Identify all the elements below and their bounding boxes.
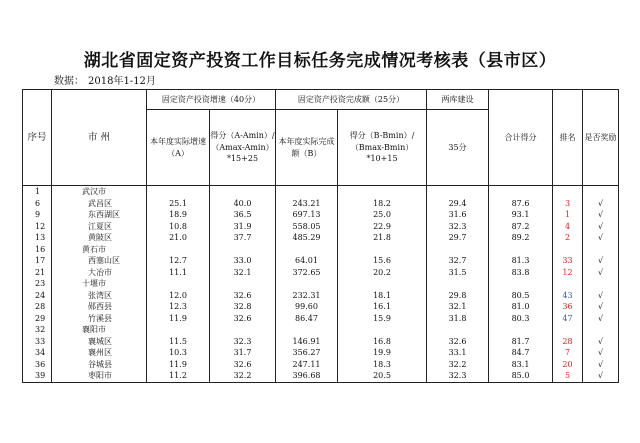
data-period — [54, 72, 160, 87]
cell-volume: 558.05 — [276, 221, 338, 233]
cell-seq: 23 — [23, 278, 52, 290]
cell-volume-score: 18.2 — [338, 198, 427, 210]
table-row — [23, 313, 619, 325]
cell-rank: 5 — [553, 370, 583, 382]
table-row-city — [23, 244, 619, 256]
cell-growth-score: 32.6 — [210, 313, 276, 325]
cell-volume-score: 18.3 — [338, 359, 427, 371]
cell-seq: 33 — [23, 336, 52, 348]
cell-reward: √ — [583, 290, 619, 302]
header-growth-actual: 本年度实际增速（A） — [147, 110, 210, 186]
cell-name: 竹溪县 — [52, 313, 147, 325]
cell-reward: √ — [583, 313, 619, 325]
cell-growth-score: 31.7 — [210, 347, 276, 359]
cell-growth-score: 32.6 — [210, 290, 276, 302]
cell-rank: 20 — [553, 359, 583, 371]
cell-volume — [276, 278, 338, 290]
cell-seq: 32 — [23, 324, 52, 336]
cell-warehouse: 32.7 — [427, 255, 489, 267]
cell-warehouse: 32.3 — [427, 221, 489, 233]
cell-name: 襄州区 — [52, 347, 147, 359]
cell-reward: √ — [583, 209, 619, 221]
table-row — [23, 255, 619, 267]
cell-name: 东西湖区 — [52, 209, 147, 221]
cell-growth: 11.9 — [147, 313, 210, 325]
cell-rank: 7 — [553, 347, 583, 359]
cell-name: 襄城区 — [52, 336, 147, 348]
cell-reward — [583, 244, 619, 256]
cell-name: 十堰市 — [52, 278, 147, 290]
cell-growth-score — [210, 278, 276, 290]
cell-volume-score — [338, 278, 427, 290]
cell-reward: √ — [583, 232, 619, 244]
cell-volume-score: 25.0 — [338, 209, 427, 221]
table-row — [23, 336, 619, 348]
cell-growth — [147, 186, 210, 198]
cell-rank: 36 — [553, 301, 583, 313]
cell-warehouse: 32.2 — [427, 359, 489, 371]
cell-warehouse: 29.4 — [427, 198, 489, 210]
cell-total: 83.8 — [489, 267, 553, 279]
cell-rank: 4 — [553, 221, 583, 233]
cell-reward: √ — [583, 370, 619, 382]
cell-rank: 33 — [553, 255, 583, 267]
cell-volume: 485.29 — [276, 232, 338, 244]
cell-warehouse: 31.6 — [427, 209, 489, 221]
cell-growth-score: 32.8 — [210, 301, 276, 313]
cell-total: 80.3 — [489, 313, 553, 325]
cell-growth: 25.1 — [147, 198, 210, 210]
cell-growth — [147, 278, 210, 290]
cell-seq: 21 — [23, 267, 52, 279]
cell-growth-score: 33.0 — [210, 255, 276, 267]
cell-warehouse: 29.8 — [427, 290, 489, 302]
cell-name: 郧西县 — [52, 301, 147, 313]
cell-rank — [553, 244, 583, 256]
cell-volume-score: 16.8 — [338, 336, 427, 348]
cell-growth: 18.9 — [147, 209, 210, 221]
cell-volume: 697.13 — [276, 209, 338, 221]
table-row-city — [23, 186, 619, 198]
cell-seq: 29 — [23, 313, 52, 325]
cell-total: 84.7 — [489, 347, 553, 359]
table-row — [23, 232, 619, 244]
cell-volume — [276, 186, 338, 198]
cell-growth: 11.2 — [147, 370, 210, 382]
cell-name: 襄阳市 — [52, 324, 147, 336]
cell-name: 黄石市 — [52, 244, 147, 256]
table-row — [23, 198, 619, 210]
cell-rank: 47 — [553, 313, 583, 325]
table-row — [23, 359, 619, 371]
cell-warehouse: 29.7 — [427, 232, 489, 244]
cell-seq: 24 — [23, 290, 52, 302]
cell-warehouse: 32.3 — [427, 370, 489, 382]
table-row — [23, 370, 619, 382]
cell-seq: 28 — [23, 301, 52, 313]
page-title: 湖北省固定资产投资工作目标任务完成情况考核表（县市区） — [83, 51, 557, 71]
cell-name: 西塞山区 — [52, 255, 147, 267]
cell-total: 81.0 — [489, 301, 553, 313]
cell-warehouse: 32.1 — [427, 301, 489, 313]
cell-growth: 12.0 — [147, 290, 210, 302]
cell-rank: 2 — [553, 232, 583, 244]
cell-total: 87.6 — [489, 198, 553, 210]
header-volume-score: 得分（B-Bmin）/（Bmax-Bmin）*10+15 — [338, 110, 427, 186]
cell-reward: √ — [583, 267, 619, 279]
cell-total — [489, 186, 553, 198]
cell-growth — [147, 324, 210, 336]
cell-rank — [553, 278, 583, 290]
cell-warehouse: 31.5 — [427, 267, 489, 279]
cell-volume-score: 21.8 — [338, 232, 427, 244]
cell-warehouse: 33.1 — [427, 347, 489, 359]
cell-rank: 12 — [553, 267, 583, 279]
cell-growth: 10.8 — [147, 221, 210, 233]
cell-growth-score — [210, 186, 276, 198]
table-row-city — [23, 324, 619, 336]
cell-growth-score: 40.0 — [210, 198, 276, 210]
cell-volume-score: 20.5 — [338, 370, 427, 382]
cell-volume: 86.47 — [276, 313, 338, 325]
cell-warehouse — [427, 244, 489, 256]
header-rank: 排名 — [553, 90, 583, 186]
cell-seq: 12 — [23, 221, 52, 233]
cell-growth-score: 32.2 — [210, 370, 276, 382]
header-growth-score: 得分（A-Amin）/（Amax-Amin）*15+25 — [210, 110, 276, 186]
cell-seq: 36 — [23, 359, 52, 371]
cell-total — [489, 244, 553, 256]
header-reward: 是否奖励 — [583, 90, 619, 186]
cell-rank: 43 — [553, 290, 583, 302]
cell-name: 武昌区 — [52, 198, 147, 210]
cell-name: 枣阳市 — [52, 370, 147, 382]
cell-growth — [147, 244, 210, 256]
cell-volume: 396.68 — [276, 370, 338, 382]
cell-seq: 1 — [23, 186, 52, 198]
cell-name: 张湾区 — [52, 290, 147, 302]
cell-reward: √ — [583, 255, 619, 267]
period-label: 数据： — [54, 76, 84, 87]
period-value: 2018年1-12月 — [88, 76, 156, 87]
cell-reward: √ — [583, 301, 619, 313]
cell-growth-score: 32.3 — [210, 336, 276, 348]
cell-growth-score — [210, 244, 276, 256]
table-row — [23, 347, 619, 359]
cell-seq: 16 — [23, 244, 52, 256]
cell-volume-score — [338, 324, 427, 336]
cell-seq: 34 — [23, 347, 52, 359]
cell-volume: 243.21 — [276, 198, 338, 210]
cell-volume-score: 22.9 — [338, 221, 427, 233]
cell-volume-score: 20.2 — [338, 267, 427, 279]
cell-volume: 146.91 — [276, 336, 338, 348]
cell-volume: 372.65 — [276, 267, 338, 279]
cell-total — [489, 324, 553, 336]
cell-total: 81.3 — [489, 255, 553, 267]
cell-growth-score: 31.9 — [210, 221, 276, 233]
table-row-city — [23, 278, 619, 290]
header-total: 合计得分 — [489, 90, 553, 186]
cell-seq: 6 — [23, 198, 52, 210]
cell-name: 大冶市 — [52, 267, 147, 279]
cell-growth: 11.1 — [147, 267, 210, 279]
cell-growth: 21.0 — [147, 232, 210, 244]
cell-reward — [583, 186, 619, 198]
cell-reward: √ — [583, 359, 619, 371]
cell-total: 87.2 — [489, 221, 553, 233]
cell-growth: 11.9 — [147, 359, 210, 371]
cell-warehouse — [427, 278, 489, 290]
table-row — [23, 267, 619, 279]
cell-volume: 99.60 — [276, 301, 338, 313]
cell-volume-score — [338, 244, 427, 256]
cell-total: 93.1 — [489, 209, 553, 221]
table-row — [23, 290, 619, 302]
header-volume-group: 固定资产投资完成额（25分） — [276, 90, 427, 110]
header-volume-actual: 本年度实际完成额（B） — [276, 110, 338, 186]
cell-volume-score: 19.9 — [338, 347, 427, 359]
cell-growth: 10.3 — [147, 347, 210, 359]
table-row — [23, 221, 619, 233]
header-warehouse-group: 两库建设 — [427, 90, 489, 110]
cell-rank — [553, 186, 583, 198]
cell-volume — [276, 244, 338, 256]
cell-growth-score: 32.6 — [210, 359, 276, 371]
cell-name: 黄陂区 — [52, 232, 147, 244]
cell-reward: √ — [583, 198, 619, 210]
cell-reward — [583, 324, 619, 336]
cell-seq: 13 — [23, 232, 52, 244]
cell-total: 80.5 — [489, 290, 553, 302]
cell-volume-score: 15.6 — [338, 255, 427, 267]
table-row — [23, 209, 619, 221]
cell-rank: 28 — [553, 336, 583, 348]
cell-reward — [583, 278, 619, 290]
header-city: 市 州 — [52, 90, 147, 186]
cell-total: 89.2 — [489, 232, 553, 244]
cell-volume: 356.27 — [276, 347, 338, 359]
cell-growth-score: 36.5 — [210, 209, 276, 221]
cell-volume: 64.01 — [276, 255, 338, 267]
cell-volume-score: 16.1 — [338, 301, 427, 313]
assessment-table — [22, 89, 619, 383]
cell-growth: 12.7 — [147, 255, 210, 267]
cell-warehouse: 32.6 — [427, 336, 489, 348]
cell-growth-score: 32.1 — [210, 267, 276, 279]
cell-volume: 247.11 — [276, 359, 338, 371]
cell-seq: 39 — [23, 370, 52, 382]
cell-rank — [553, 324, 583, 336]
cell-seq: 9 — [23, 209, 52, 221]
cell-reward: √ — [583, 221, 619, 233]
cell-name: 江夏区 — [52, 221, 147, 233]
cell-growth-score: 37.7 — [210, 232, 276, 244]
cell-reward: √ — [583, 347, 619, 359]
header-seq: 序号 — [23, 90, 52, 186]
cell-total — [489, 278, 553, 290]
cell-warehouse — [427, 186, 489, 198]
cell-rank: 3 — [553, 198, 583, 210]
cell-name: 武汉市 — [52, 186, 147, 198]
cell-growth: 11.5 — [147, 336, 210, 348]
cell-total: 85.0 — [489, 370, 553, 382]
cell-volume — [276, 324, 338, 336]
cell-volume: 232.31 — [276, 290, 338, 302]
cell-total: 83.1 — [489, 359, 553, 371]
cell-growth: 12.3 — [147, 301, 210, 313]
cell-growth-score — [210, 324, 276, 336]
table-row — [23, 301, 619, 313]
cell-warehouse: 31.8 — [427, 313, 489, 325]
cell-rank: 1 — [553, 209, 583, 221]
cell-volume-score: 18.1 — [338, 290, 427, 302]
header-growth-group: 固定资产投资增速（40分） — [147, 90, 276, 110]
header-warehouse-score: 35分 — [427, 110, 489, 186]
cell-volume-score — [338, 186, 427, 198]
cell-volume-score: 15.9 — [338, 313, 427, 325]
cell-reward: √ — [583, 336, 619, 348]
cell-name: 谷城县 — [52, 359, 147, 371]
cell-seq: 17 — [23, 255, 52, 267]
cell-warehouse — [427, 324, 489, 336]
cell-total: 81.7 — [489, 336, 553, 348]
